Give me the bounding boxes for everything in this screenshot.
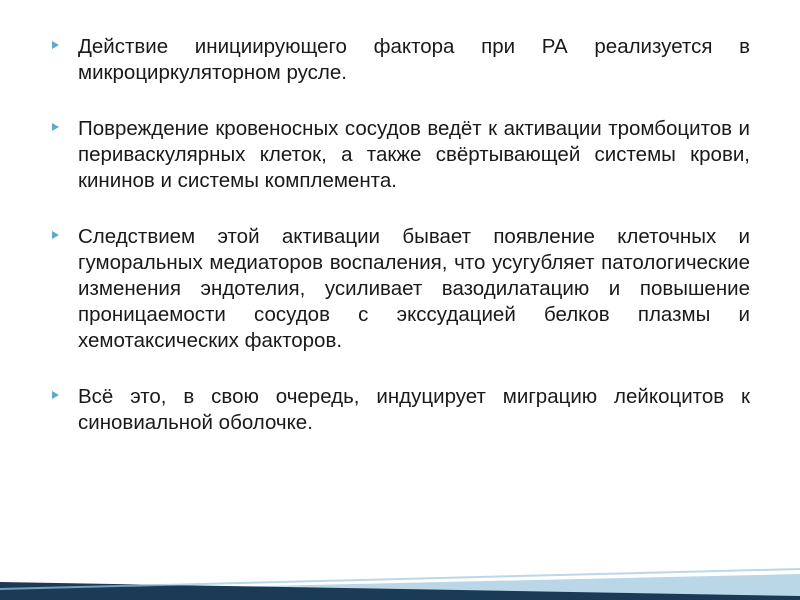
triangle-right-icon xyxy=(52,231,59,239)
bottom-decoration xyxy=(0,530,800,600)
triangle-right-icon xyxy=(52,123,59,131)
bullet-item-4 xyxy=(50,384,750,436)
triangle-right-icon xyxy=(52,41,59,49)
bullet-text: Повреждение кровеносных сосудов ведёт к активации тромбоцитов и периваскулярных клеток, а также свёртывающей системы крови, кининов и системы комплемента. xyxy=(78,117,750,192)
triangle-right-icon xyxy=(52,391,59,399)
bullet-text: Всё это, в свою очередь, индуцирует миграцию лейкоцитов к синовиальной оболочке. xyxy=(78,385,750,434)
bullet-text: Действие инициирующего фактора при РА реализуется в микроциркуляторном русле. xyxy=(78,35,750,84)
bullet-item-1 xyxy=(50,34,750,86)
bullet-text: Следствием этой активации бывает появление клеточных и гуморальных медиаторов воспаления, что усугубляет патологические изменения эндотелия, усиливает вазодилатацию и повышение проницаемости сосудов с экссудацией белков плазмы и хемотаксических факторов. xyxy=(78,225,750,352)
bullet-item-2 xyxy=(50,116,750,194)
bullet-list xyxy=(50,34,750,466)
bullet-item-3 xyxy=(50,224,750,354)
